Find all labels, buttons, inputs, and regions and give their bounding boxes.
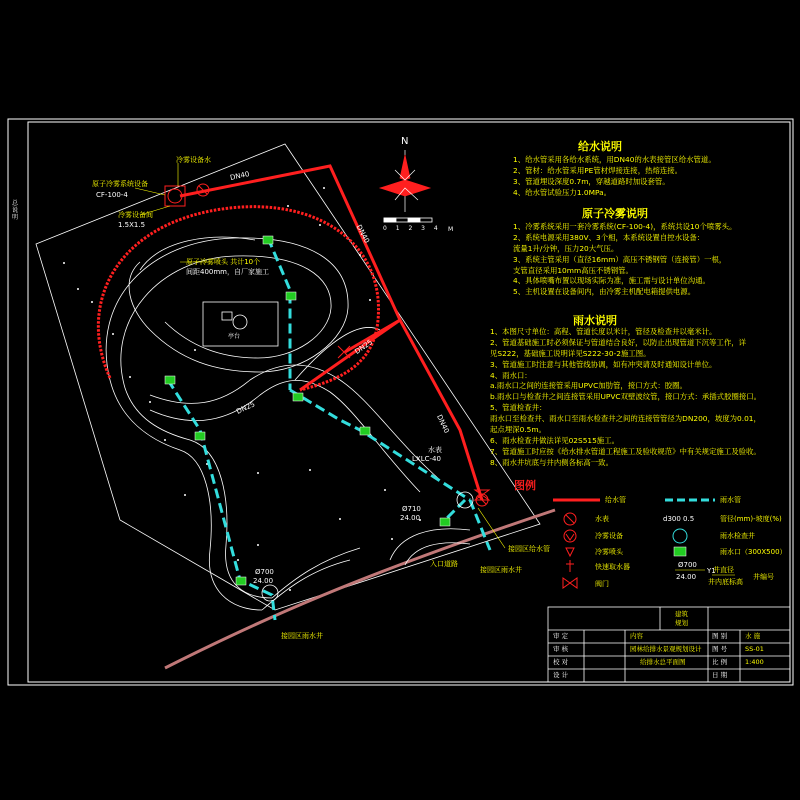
spray-note-1: 原子冷雾喷头 共计10个 <box>186 258 261 266</box>
cool-notes <box>513 222 788 298</box>
drain-notes <box>513 155 788 199</box>
legend-well-diameter: 井直径 <box>713 566 734 574</box>
tb-right-value-2: SS-01 <box>745 645 764 653</box>
well-a-bottom: 24.00 <box>400 514 421 522</box>
rain-note-line: 6、雨水检查井做法详见02S515施工。 <box>490 435 619 445</box>
legend-well-top: Ø700 <box>678 561 697 569</box>
north-arrow <box>380 150 430 212</box>
tb-right-value-1: 水 施 <box>745 632 761 640</box>
drain-notes-title: 给水说明 <box>578 140 622 153</box>
outlet-1: 接园区雨水井 <box>281 632 323 640</box>
dn25-left: DN25 <box>235 400 257 416</box>
entry-road-label: 入口道路 <box>430 560 458 568</box>
rain-note-line: 4、雨水口： <box>490 370 532 380</box>
cool-room-size: 1.5X1.5 <box>118 221 146 229</box>
rain-note-line: a.雨水口之间的连接管采用UPVC加肋管，接口方式：胶圈。 <box>490 381 687 391</box>
tb-right-label-3: 比 例 <box>712 658 728 666</box>
tb-project-name: 园林给排水景观规划设计 <box>630 645 702 653</box>
cool-room-label: 冷雾设备间 <box>118 211 153 219</box>
dn40-lower-right: DN40 <box>435 413 451 435</box>
legend-quick-valve: 快速取水器 <box>595 563 630 571</box>
tb-row-label-3: 校 对 <box>553 658 569 666</box>
cool-equipment-model: CF-100-4 <box>96 191 128 199</box>
well-b-bottom: 24.00 <box>253 577 274 585</box>
tb-row-label-4: 设 计 <box>553 671 569 679</box>
rain-note-line: 雨水口至检查井、雨水口至雨水检查井之间的连接管管径为DN200，坡度为0.01， <box>490 414 761 424</box>
rain-note-line: 8、雨水井坑底与井内侧各标高一致。 <box>490 457 613 467</box>
cool-pipe-label: 冷雾设备水 <box>176 156 211 164</box>
legend-well-no: 井编号 <box>753 573 774 581</box>
cool-note-line: 3、系统主管采用（直径16mm）高压不锈钢管（连接管）一根， <box>513 254 727 264</box>
legend-well-bottom-elev: 井内底标高 <box>708 578 743 586</box>
cool-note-line: 2、系统电源采用380V、3个相，本系统设置自控水设备： <box>513 232 705 242</box>
scale-unit: M <box>448 226 454 233</box>
cool-notes-title: 原子冷雾说明 <box>582 207 648 220</box>
dn25-right: DN25 <box>353 338 375 356</box>
tb-right-label-4: 日 期 <box>712 671 728 679</box>
sheet-side-label: 总说明 <box>12 200 19 221</box>
cool-note-line: 1、冷雾系统采用一套冷雾系统(CF-100-4)，系统共设10个喷雾头。 <box>513 222 737 231</box>
legend-pipe-spec-label: 管径(mm)-坡度(%) <box>720 515 782 523</box>
cool-note-line: 流量1升/分钟，压力20大气压。 <box>513 243 619 253</box>
tb-right-label-1: 图 别 <box>712 632 728 640</box>
meter-label: 水表 <box>428 446 442 454</box>
tb-row-label-2: 审 核 <box>553 645 569 653</box>
rain-note-line: 7、管道施工时应按《给水排水管道工程施工及验收规范》中有关规定施工及验收。 <box>490 446 761 456</box>
dn40-right: DN40 <box>354 223 371 245</box>
north-label: N <box>401 136 409 147</box>
legend-pipe-spec-value: d300 0.5 <box>663 515 695 523</box>
drain-note-line: 3、管道埋设深度0.7m，穿越道路时加设套管。 <box>513 176 670 186</box>
tb-drawing-name: 给排水总平面图 <box>640 658 686 666</box>
tb-org-line1: 建筑 <box>675 610 688 618</box>
tb-project-head: 内容 <box>630 632 643 640</box>
entry-road-line <box>165 510 555 668</box>
rain-note-line: 3、管道施工时注意与其他管线协调，如有冲突请及时通知设计单位。 <box>490 359 717 369</box>
scale-bar <box>384 218 432 222</box>
rain-note-line: 2、管道基础施工时必须保证与管道结合良好，以防止出现管道下沉等工作，详 <box>490 337 746 347</box>
rain-note-line: 5、管道检查井： <box>490 403 547 413</box>
legend-title: 图例 <box>514 479 536 492</box>
drain-note-line: 1、给水管采用各给水系统，用DN40的水表接管区给水管道。 <box>513 155 716 164</box>
tb-org-line2: 规划 <box>675 619 688 627</box>
tb-right-label-2: 图 号 <box>712 645 728 653</box>
cool-equipment-title: 原子冷雾系统设备 <box>92 180 148 188</box>
drain-note-line: 2、管材：给水管采用PE管材焊接连接，热熔连接。 <box>513 165 683 175</box>
cool-fog-loop <box>98 207 378 390</box>
drain-note-line: 4、给水管试验压力1.0MPa。 <box>513 187 612 197</box>
tb-right-value-3: 1:400 <box>745 658 764 666</box>
rain-note-line: b.雨水口与检查井之间连接管采用UPVC双壁波纹管，接口方式：承插式胶圈接口。 <box>490 392 762 402</box>
legend-water-pipe: 给水管 <box>605 496 626 504</box>
legend-rain-pipe: 雨水管 <box>720 496 741 504</box>
outlet-2: 接园区雨水井 <box>480 566 522 574</box>
spray-note-2: 间距400mm，自厂家施工 <box>186 268 269 276</box>
legend-manhole: 雨水检查井 <box>720 532 755 540</box>
rain-note-line: 见S222，基础施工说明详见S222-30-2施工图。 <box>490 348 651 358</box>
pavilion-label: 亭台 <box>228 333 241 340</box>
legend-meter: 水表 <box>595 515 609 523</box>
rain-notes-title: 雨水说明 <box>573 314 617 327</box>
supply-connect: 接园区给水管 <box>508 545 550 553</box>
legend-cool-device: 冷雾设备 <box>595 532 623 540</box>
cool-note-line: 支管直径采用10mm高压不锈钢管。 <box>513 265 633 275</box>
legend-well-id: Y1 <box>707 567 716 575</box>
well-a-top: Ø710 <box>402 505 421 513</box>
scale-bar-numbers: 0 1 2 3 4 <box>383 225 442 232</box>
pavilion <box>203 302 278 346</box>
rain-note-line: 1、本图尺寸单位：高程、管道长度以米计，管径及检查井以毫米计。 <box>490 327 717 336</box>
cool-note-line: 5、主机设置在设备间内，由冷雾主机配电箱提供电源。 <box>513 287 696 297</box>
legend-valve: 阀门 <box>595 580 609 588</box>
meter-model: LXLC-40 <box>412 455 441 463</box>
rain-inlets <box>165 236 450 585</box>
well-b-top: Ø700 <box>255 568 274 576</box>
rain-note-line: 起点埋深0.5m。 <box>490 425 546 435</box>
legend-well-bottom: 24.00 <box>676 573 697 581</box>
legend-spray-head: 冷雾喷头 <box>595 548 623 556</box>
dn40-top: DN40 <box>229 170 251 182</box>
rain-notes <box>490 327 790 469</box>
cool-note-line: 4、具体喷嘴布置以现场实际为准，施工需与设计单位沟通。 <box>513 276 710 286</box>
tb-row-label-1: 审 定 <box>553 632 569 640</box>
legend-inlet: 雨水口（300X500） <box>720 548 787 556</box>
